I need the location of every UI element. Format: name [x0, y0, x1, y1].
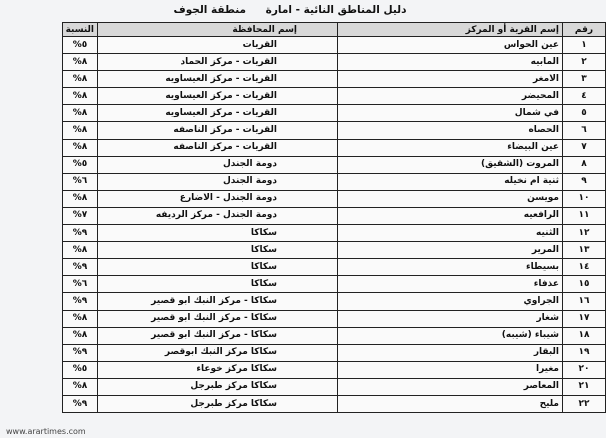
governorate-name: سكاكا مركز النبك ابوقصر: [98, 344, 338, 361]
table-row: [63, 105, 606, 122]
table-row: [63, 327, 606, 344]
table-row: [63, 225, 606, 242]
percentage: ٩%: [63, 225, 98, 242]
governorate-name: القريات - مركز العيساويه: [98, 71, 338, 88]
table-row: [63, 37, 606, 54]
village-name: المرير: [338, 242, 563, 259]
governorate-name: دومة الجندل: [98, 173, 338, 190]
column-header-percent: النسبة: [63, 23, 98, 37]
table-row: [63, 378, 606, 395]
governorate-name: سكاكا: [98, 276, 338, 293]
row-number: ١١: [563, 207, 606, 224]
governorate-name: القريات - مركز العيساويه: [98, 88, 338, 105]
percentage: ٩%: [63, 395, 98, 412]
column-header-governorate: إسم المحافظة: [98, 23, 338, 37]
village-name: الجراوي: [338, 293, 563, 310]
percentage: ٧%: [63, 207, 98, 224]
table-row: [63, 276, 606, 293]
percentage: ٨%: [63, 242, 98, 259]
percentage: ٥%: [63, 156, 98, 173]
percentage: ٨%: [63, 71, 98, 88]
village-name: مغيرا: [338, 361, 563, 378]
governorate-name: القريات - مركز العيساويه: [98, 105, 338, 122]
percentage: ٦%: [63, 173, 98, 190]
percentage: ٩%: [63, 259, 98, 276]
table-row: [63, 71, 606, 88]
percentage: ٨%: [63, 139, 98, 156]
village-name: شيباء (شيبه): [338, 327, 563, 344]
percentage: ٩%: [63, 293, 98, 310]
percentage: ٨%: [63, 378, 98, 395]
village-name: الرافعيه: [338, 207, 563, 224]
row-number: ١٩: [563, 344, 606, 361]
percentage: ٨%: [63, 310, 98, 327]
row-number: ٢١: [563, 378, 606, 395]
row-number: ١٧: [563, 310, 606, 327]
row-number: ٤: [563, 88, 606, 105]
village-name: المحيضر: [338, 88, 563, 105]
village-name: الحصاه: [338, 122, 563, 139]
table-row: [63, 156, 606, 173]
village-name: المروت (الشقيق): [338, 156, 563, 173]
governorate-name: دومة الجندل: [98, 156, 338, 173]
percentage: ٨%: [63, 190, 98, 207]
table-row: [63, 293, 606, 310]
table-row: [63, 139, 606, 156]
table-row: [63, 259, 606, 276]
row-number: ١٥: [563, 276, 606, 293]
percentage: ٦%: [63, 276, 98, 293]
governorate-name: سكاكا - مركز النبك ابو قصير: [98, 293, 338, 310]
governorate-name: سكاكا: [98, 259, 338, 276]
village-name: الثنيه: [338, 225, 563, 242]
governorate-name: القريات: [98, 37, 338, 54]
governorate-name: سكاكا مركز طبرجل: [98, 378, 338, 395]
row-number: ١٦: [563, 293, 606, 310]
governorate-name: سكاكا - مركز النبك ابو قصير: [98, 310, 338, 327]
village-name: المعاصر: [338, 378, 563, 395]
village-name: شغار: [338, 310, 563, 327]
governorate-name: القريات - مركز الناصفه: [98, 122, 338, 139]
governorate-name: سكاكا: [98, 242, 338, 259]
row-number: ٩: [563, 173, 606, 190]
percentage: ٥%: [63, 361, 98, 378]
table-row: [63, 361, 606, 378]
document-title: دليل المناطق النائية - امارة: [265, 4, 407, 16]
village-name: البقار: [338, 344, 563, 361]
row-number: ٢: [563, 54, 606, 71]
percentage: ٨%: [63, 122, 98, 139]
percentage: ٨%: [63, 327, 98, 344]
governorate-name: سكاكا مركز خوعاء: [98, 361, 338, 378]
row-number: ٥: [563, 105, 606, 122]
row-number: ١٢: [563, 225, 606, 242]
governorate-name: دومة الجندل - مركز الرديفه: [98, 207, 338, 224]
row-number: ٨: [563, 156, 606, 173]
percentage: ٥%: [63, 37, 98, 54]
villages-table: [62, 22, 606, 413]
table-row: [63, 344, 606, 361]
table-row: [63, 310, 606, 327]
village-name: مليح: [338, 395, 563, 412]
table-row: [63, 173, 606, 190]
row-number: ٣: [563, 71, 606, 88]
row-number: ٦: [563, 122, 606, 139]
governorate-name: دومة الجندل - الاضارع: [98, 190, 338, 207]
table-row: [63, 122, 606, 139]
table-row: [63, 242, 606, 259]
governorate-name: سكاكا مركز طبرجل: [98, 395, 338, 412]
column-header-village: إسم القرية أو المركز: [338, 23, 563, 37]
village-name: ثنية ام نخيله: [338, 173, 563, 190]
row-number: ١٨: [563, 327, 606, 344]
row-number: ١: [563, 37, 606, 54]
village-name: الامغر: [338, 71, 563, 88]
page-title: [0, 4, 580, 16]
row-number: ١٤: [563, 259, 606, 276]
table-row: [63, 88, 606, 105]
row-number: ٢٢: [563, 395, 606, 412]
governorate-name: سكاكا - مركز النبك ابو قصير: [98, 327, 338, 344]
region-title: منطقة الجوف: [173, 4, 247, 16]
governorate-name: القريات - مركز الناصفه: [98, 139, 338, 156]
village-name: عين الحواس: [338, 37, 563, 54]
row-number: ١٠: [563, 190, 606, 207]
percentage: ٩%: [63, 344, 98, 361]
village-name: بسيطاء: [338, 259, 563, 276]
table-row: [63, 395, 606, 412]
table-row: [63, 207, 606, 224]
row-number: ٢٠: [563, 361, 606, 378]
table-header-row: [63, 23, 606, 37]
watermark-url: www.arartimes.com: [6, 427, 86, 436]
percentage: ٨%: [63, 105, 98, 122]
governorate-name: القريات - مركز الحماد: [98, 54, 338, 71]
village-name: مويسن: [338, 190, 563, 207]
table-row: [63, 190, 606, 207]
row-number: ١٣: [563, 242, 606, 259]
percentage: ٨%: [63, 88, 98, 105]
row-number: ٧: [563, 139, 606, 156]
village-name: عين البيضاء: [338, 139, 563, 156]
column-header-number: رقم: [563, 23, 606, 37]
table-row: [63, 54, 606, 71]
percentage: ٨%: [63, 54, 98, 71]
governorate-name: سكاكا: [98, 225, 338, 242]
village-name: المابيه: [338, 54, 563, 71]
village-name: عذفاء: [338, 276, 563, 293]
village-name: في شمال: [338, 105, 563, 122]
